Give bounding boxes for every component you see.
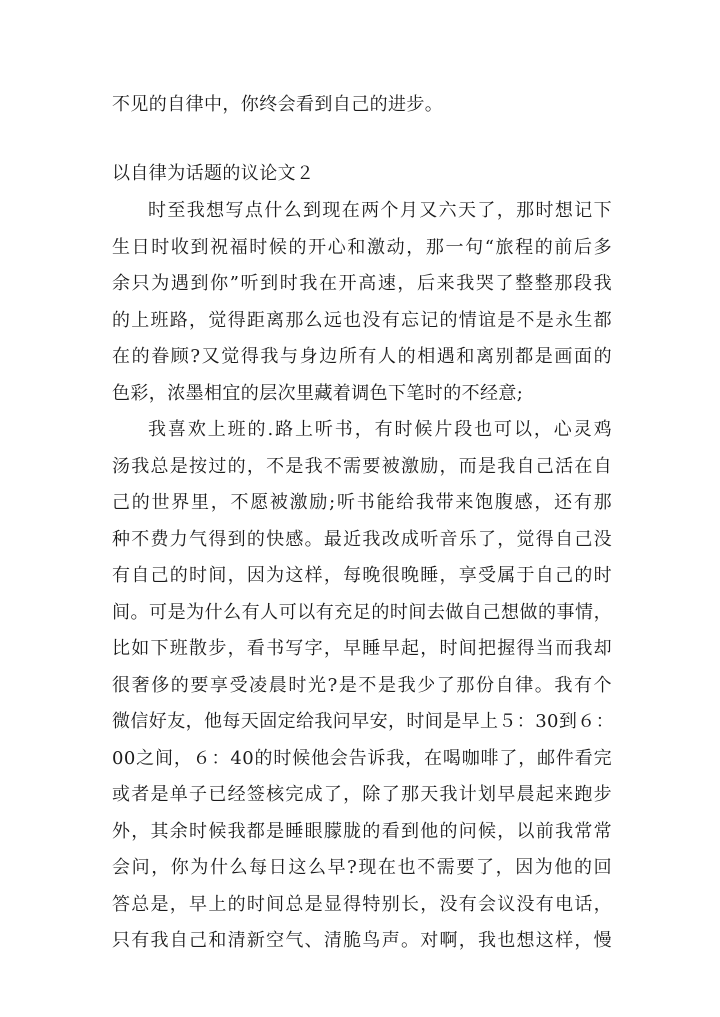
paragraph-line: 只有我自己和清新空气、清脆鸟声。对啊，我也想这样，慢 [112, 930, 612, 951]
paragraph-line: 余只为遇到你”听到时我在开高速，后来我哭了整整那段我 [112, 273, 612, 294]
paragraph-line: 外，其余时候我都是睡眼朦胧的看到他的问候，以前我常常 [112, 821, 612, 842]
paragraph-line: 色彩，浓墨相宜的层次里藏着调色下笔时的不经意; [112, 383, 524, 404]
paragraph-line: 时至我想写点什么到现在两个月又六天了，那时想记下 [148, 200, 612, 221]
paragraph-line: 种不费力气得到的快感。最近我改成听音乐了，觉得自己没 [112, 529, 612, 550]
paragraph-line: 或者是单子已经签核完成了，除了那天我计划早晨起来跑步 [112, 784, 612, 805]
paragraph-line: 间。可是为什么有人可以有充足的时间去做自己想做的事情， [112, 602, 612, 623]
paragraph-line: 我喜欢上班的.路上听书，有时候片段也可以，心灵鸡 [148, 419, 612, 440]
paragraph-line: 会问，你为什么每日这么早?现在也不需要了，因为他的回 [112, 857, 612, 878]
paragraph-line: 有自己的时间，因为这样，每晚很晚睡，享受属于自己的时 [112, 565, 612, 586]
paragraph-line: 在的眷顾?又觉得我与身边所有人的相遇和离别都是画面的 [112, 346, 612, 367]
paragraph-line: 己的世界里，不愿被激励;听书能给我带来饱腹感，还有那 [112, 492, 612, 513]
paragraph-line: 很奢侈的要享受凌晨时光?是不是我少了那份自律。我有个 [112, 675, 612, 696]
paragraph-line: 汤我总是按过的，不是我不需要被激励，而是我自己活在自 [112, 456, 612, 477]
section-title: 以自律为话题的议论文２ [112, 163, 315, 184]
paragraph-line: 生日时收到祝福时候的开心和激动，那一句“旅程的前后多 [112, 237, 612, 258]
paragraph-line: 微信好友，他每天固定给我问早安，时间是早上５：30到６： [112, 711, 615, 732]
intro-tail-line: 不见的自律中，你终会看到自己的进步。 [112, 94, 444, 115]
paragraph-line: 00之间，６：40的时候他会告诉我，在喝咖啡了，邮件看完 [112, 748, 612, 769]
paragraph-line: 比如下班散步，看书写字，早睡早起，时间把握得当而我却 [112, 638, 612, 659]
paragraph-line: 的上班路，觉得距离那么远也没有忘记的情谊是不是永生都 [112, 310, 612, 331]
paragraph-line: 答总是，早上的时间总是显得特别长，没有会议没有电话， [112, 894, 612, 915]
